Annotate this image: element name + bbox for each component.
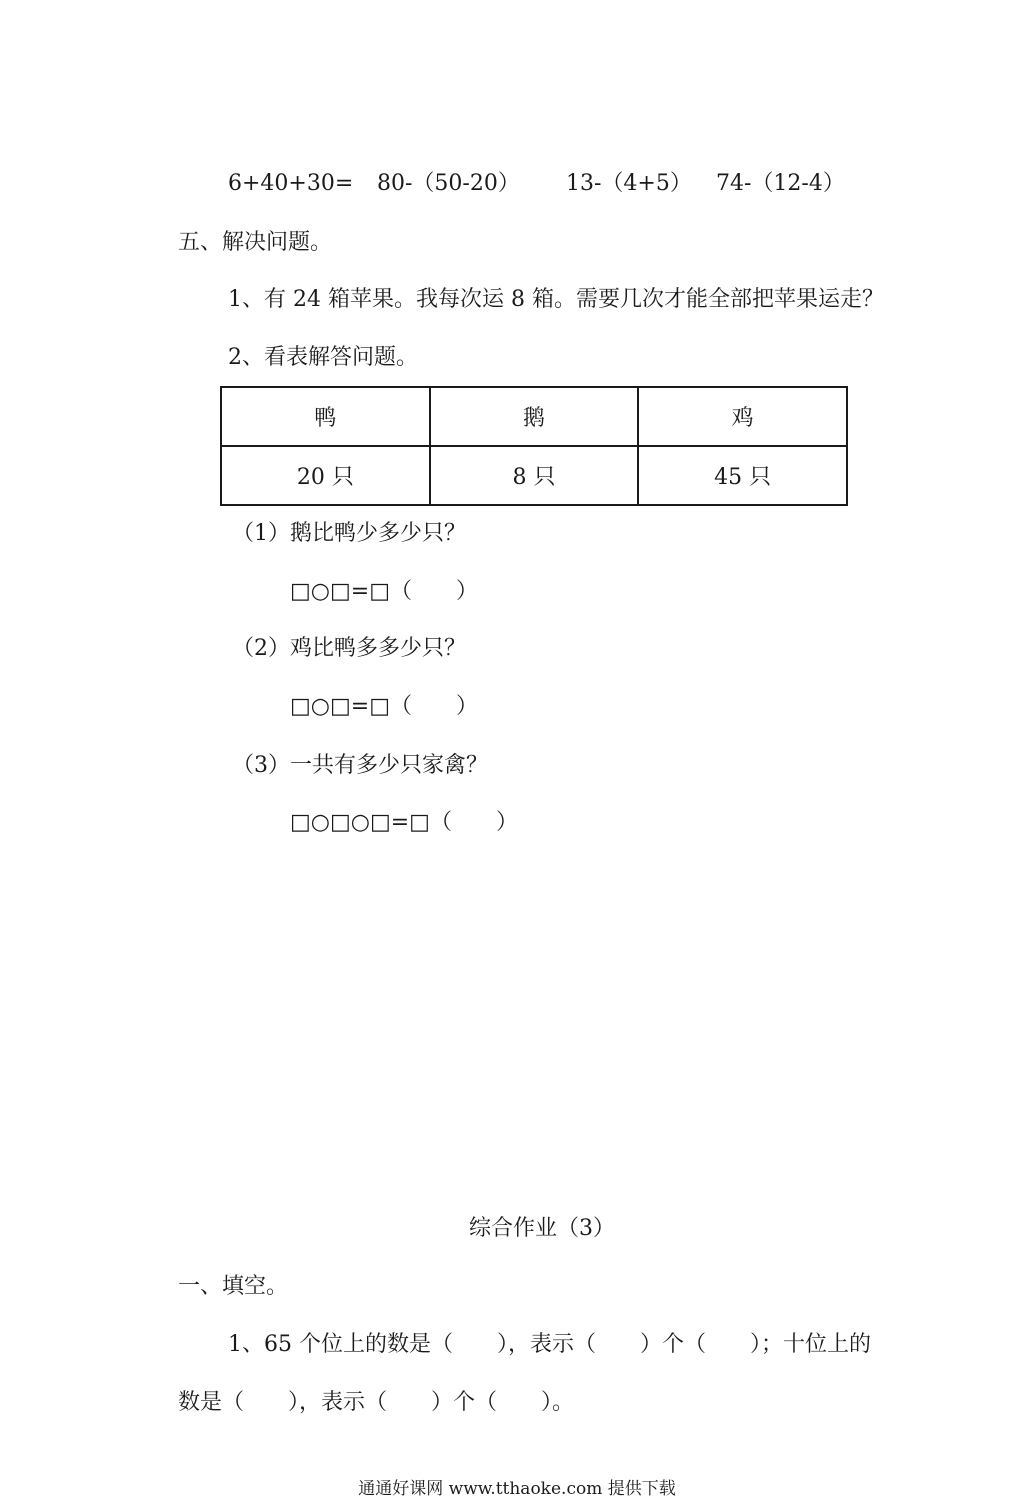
expression-row: [0, 169, 1034, 199]
section-heading: 五、解决问题。: [178, 230, 333, 255]
footer-text: 通通好课网 www.tthaoke.com 提供下载: [358, 1479, 676, 1499]
section-heading: 一、填空。: [178, 1274, 289, 1299]
table-cell: 8 只: [430, 446, 639, 505]
expression-4: 74-（12-4）: [716, 171, 845, 196]
table-row: [221, 446, 847, 505]
expression-1: 6+40+30=: [228, 171, 354, 196]
table-cell: 20 只: [221, 446, 430, 505]
table-header-row: [221, 387, 847, 446]
table-header-cell: 鸡: [638, 387, 847, 446]
answer-template-2: □○□=□（ ）: [290, 694, 478, 719]
sub-question-2: （2）鸡比鸭多多少只？: [232, 636, 466, 661]
question-2: 2、看表解答问题。: [228, 345, 418, 370]
fill-question-line-1: 1、65 个位上的数是（ ），表示（ ）个（ ）；十位上的: [228, 1332, 871, 1357]
sub-question-1: （1）鹅比鸭少多少只？: [232, 521, 466, 546]
question-1: 1、有 24 箱苹果。我每次运 8 箱。需要几次才能全部把苹果运走？: [228, 287, 884, 312]
answer-template-3: □○□○□=□（ ）: [290, 810, 518, 835]
poultry-table: [220, 386, 848, 506]
expression-3: 13-（4+5）: [566, 171, 692, 196]
table-header-cell: 鸭: [221, 387, 430, 446]
expression-2: 80-（50-20）: [377, 171, 520, 196]
table-header-cell: 鹅: [430, 387, 639, 446]
answer-template-1: □○□=□（ ）: [290, 579, 478, 604]
page-title: 综合作业（3）: [469, 1216, 615, 1241]
sub-question-3: （3）一共有多少只家禽？: [232, 753, 488, 778]
table-cell: 45 只: [638, 446, 847, 505]
fill-question-line-2: 数是（ ），表示（ ）个（ ）。: [178, 1390, 575, 1415]
